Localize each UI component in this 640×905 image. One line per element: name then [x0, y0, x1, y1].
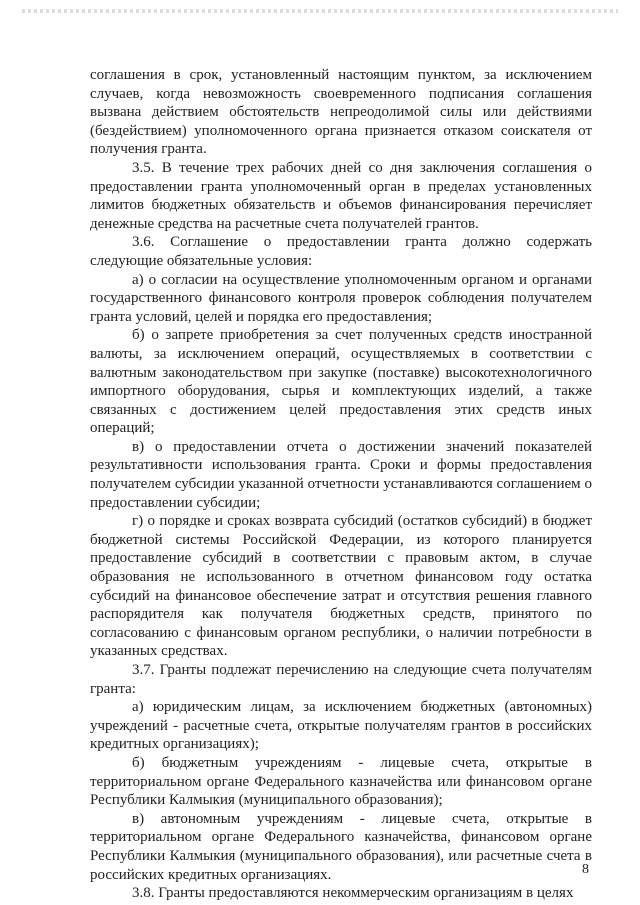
scan-header-artifact: [22, 9, 618, 13]
page-content: [90, 66, 592, 903]
paragraph-3-6-v: в) о предоставлении отчета о достижении значений показателей результативности использования гранта. Сроки и формы предоставления получателем субсидии указанной отчетности устанавливаются соглашением о предоставлении субсидии;: [90, 438, 592, 511]
paragraph-3-7-v: в) автономным учреждениям - лицевые счета, открытые в территориальном органе Федерального казначейства, финансовом органе Республики Калмыкия (муниципального образования), или расчетные счета в российских кредитных организациях.: [90, 810, 592, 883]
paragraph-3-7: 3.7. Гранты подлежат перечислению на следующие счета получателям гранта:: [90, 662, 592, 697]
paragraph-3-6-g: г) о порядке и сроках возврата субсидий (остатков субсидий) в бюджет бюджетной системы Российской Федерации, из которого планируется предоставление субсидий в соответствии с правовым актом, в случае образования не использованного в отчетном финансовом году остатка субсидий на финансовое обеспечение затрат и отсутствия решения главного распорядителя как получателя бюджетных средств, принятого по согласованию с финансовым органом республики, о наличии потребности в указанных средствах.: [90, 513, 592, 660]
paragraph-continuation: соглашения в срок, установленный настоящим пунктом, за исключением случаев, когда невозможность своевременного подписания соглашения вызвана действием обстоятельств непреодолимой силы или действиями (бездействием) уполномоченного органа признается отказом соискателя от получения гранта.: [90, 67, 592, 158]
paragraph-3-6-b: б) о запрете приобретения за счет полученных средств иностранной валюты, за исключением операций, осуществляемых в соответствии с валютным законодательством при закупке (поставке) высокотехнологичного импортного оборудования, сырья и комплектующих изделий, а также связанных с достижением целей предоставления этих средств иных операций;: [90, 327, 592, 437]
paragraph-3-7-a: а) юридическим лицам, за исключением бюджетных (автономных) учреждений - расчетные счета, открытые получателям грантов в российских кредитных организациях);: [90, 699, 592, 753]
paragraph-3-6-a: а) о согласии на осуществление уполномоченным органом и органами государственного финансового контроля проверок соблюдения получателем гранта условий, целей и порядка его предоставления;: [90, 271, 592, 325]
paragraph-3-8: 3.8. Гранты предоставляются некоммерческим организациям в целях: [132, 885, 574, 902]
page-number: 8: [582, 862, 589, 877]
paragraph-3-6: 3.6. Соглашение о предоставлении гранта должно содержать следующие обязательные условия:: [90, 234, 592, 269]
paragraph-3-7-b: б) бюджетным учреждениям - лицевые счета, открытые в территориальном органе Федерального казначейства или финансовом органе Республики Калмыкия (муниципального образования);: [90, 754, 592, 809]
paragraph-3-5: 3.5. В течение трех рабочих дней со дня заключения соглашения о предоставлении гранта уполномоченный орган в пределах установленных лимитов бюджетных обязательств и объемов финансирования перечисляет денежные средства на расчетные счета получателей грантов.: [90, 159, 592, 232]
